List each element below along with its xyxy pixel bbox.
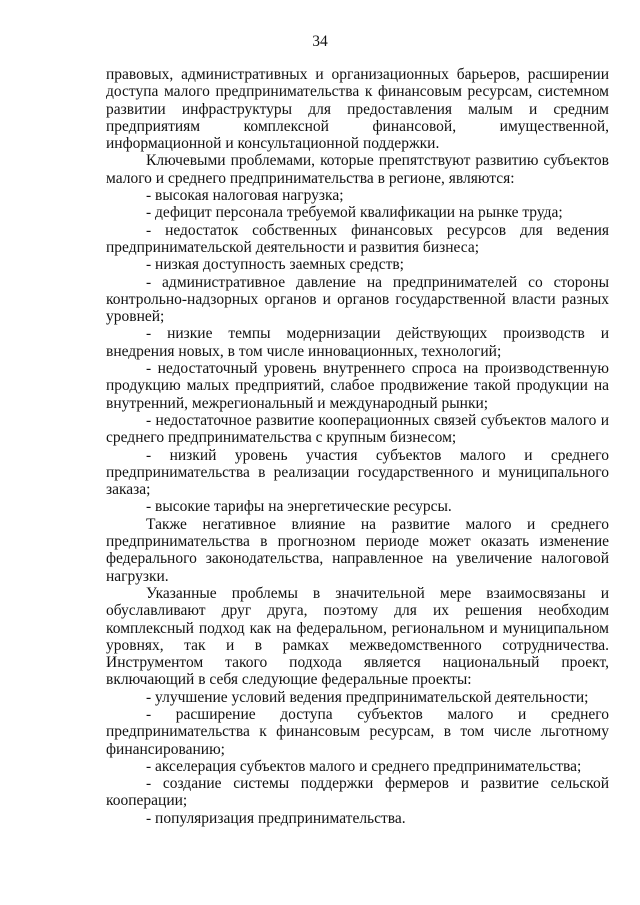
list-item-popularization: - популяризация предпринимательства. bbox=[146, 809, 406, 827]
list-item-energy-tariffs: - высокие тарифы на энергетические ресурсы. bbox=[146, 498, 452, 516]
paragraph-intro-continuation: правовых, административных и организационных барьеров, расширении доступа малого предпринимательства к финансовым ресурсам, системном развитии инфраструктуры для предоставления малым и средним предприятиям комплексной финансовой, имущественной, информационной и консультационной поддержки. bbox=[106, 66, 609, 153]
paragraph-legislation: Также негативное влияние на развитие малого и среднего предпринимательства в прогнозном периоде может оказать изменение федерального законодательства, направленное на увеличение налоговой нагрузки. bbox=[106, 515, 609, 585]
paragraph-national-project: Указанные проблемы в значительной мере взаимосвязаны и обуславливают друг друга, поэтому для их решения необходим комплексный подход как на федеральном, региональном и муниципальном уровнях, так и в рамках межведомственного сотрудничества. Инструментом такого подхода является национальный проект, включающий в себя следующие федеральные проекты: bbox=[106, 584, 609, 689]
list-item-administrative-pressure: - административное давление на предпринимателей со стороны контрольно-надзорных органов и органов государственной власти разных уровней; bbox=[106, 273, 609, 326]
list-item-domestic-demand: - недостаточный уровень внутреннего спроса на производственную продукцию малых предприятий, слабое продвижение такой продукции на внутренний, межрегиональный и международный рынки; bbox=[106, 360, 609, 412]
page-number: 34 bbox=[312, 33, 328, 50]
list-item-credit-access: - низкая доступность заемных средств; bbox=[146, 256, 404, 274]
list-item-cooperation: - недостаточное развитие кооперационных связей субъектов малого и среднего предпринимательства с крупным бизнесом; bbox=[106, 411, 609, 447]
list-item-lack-of-funds: - недостаток собственных финансовых ресурсов для ведения предпринимательской деятельности и развития бизнеса; bbox=[106, 221, 609, 256]
document-body bbox=[106, 66, 609, 827]
list-item-business-conditions: - улучшение условий ведения предпринимательской деятельности; bbox=[146, 688, 589, 706]
list-item-tax-burden: - высокая налоговая нагрузка; bbox=[146, 187, 344, 205]
list-item-staff-shortage: - дефицит персонала требуемой квалификации на рынке труда; bbox=[146, 204, 563, 222]
list-item-financial-access: - расширение доступа субъектов малого и среднего предпринимательства к финансовым ресурсам, в том числе льготному финансированию; bbox=[106, 705, 609, 758]
paragraph-key-problems: Ключевыми проблемами, которые препятствуют развитию субъектов малого и среднего предпринимательства в регионе, являются: bbox=[106, 152, 609, 187]
list-item-modernization: - низкие темпы модернизации действующих производств и внедрения новых, в том числе инновационных, технологий; bbox=[106, 325, 609, 360]
list-item-acceleration: - акселерация субъектов малого и среднего предпринимательства; bbox=[146, 757, 582, 775]
list-item-farmers-support: - создание системы поддержки фермеров и развитие сельской кооперации; bbox=[106, 775, 609, 810]
list-item-procurement: - низкий уровень участия субъектов малого и среднего предпринимательства в реализации государственного и муниципального заказа; bbox=[106, 446, 609, 499]
